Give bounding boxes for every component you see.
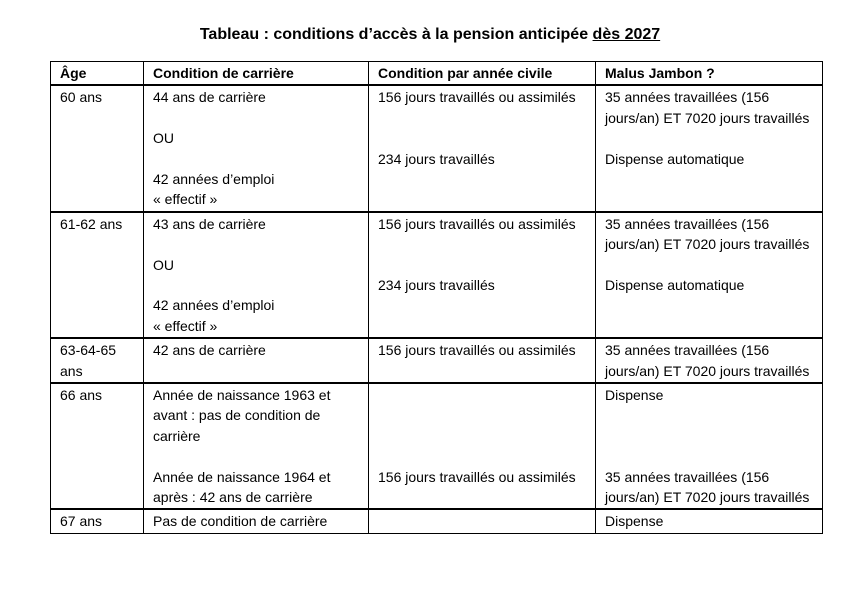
header-row [51,62,823,86]
malus-option-b: Dispense automatique [605,277,745,294]
title-text: Tableau : conditions d’accès à la pension anticipée [199,26,593,43]
age-cell: 61-62 ans [51,212,144,338]
career-cell [144,212,369,338]
header-malus: Malus Jambon ? [596,62,823,86]
year-cell [369,383,596,509]
career-option-b-quote: « effectif » [153,191,218,208]
year-option-a: 156 jours travaillés ou assimilés [378,215,576,232]
year-option-a: 156 jours travaillés ou assimilés [378,89,576,106]
malus-cell [596,383,823,509]
career-option-b: Année de naissance 1964 et après : 42 ans de carrière [153,468,331,506]
career-option-a: 43 ans de carrière [153,215,266,232]
malus-cell: 35 années travaillées (156 jours/an) ET 7020 jours travaillés [596,338,823,383]
career-option-a: Année de naissance 1963 et avant : pas de condition de carrière [153,387,331,444]
career-cell [144,85,369,211]
or-separator: OU [153,130,174,147]
malus-option-b: Dispense automatique [605,150,745,167]
career-cell: Pas de condition de carrière [144,509,369,533]
year-cell: 156 jours travaillés ou assimilés [369,338,596,383]
table-row [51,509,823,533]
malus-option-b: 35 années travaillées (156 jours/an) ET 7020 jours travaillés [605,468,810,506]
table-row [51,212,823,338]
age-cell: 63-64-65 ans [51,338,144,383]
malus-option-a: 35 années travaillées (156 jours/an) ET 7020 jours travaillés [605,89,810,126]
career-option-b: 42 années d’emploi [153,171,275,187]
year-option-b: 234 jours travaillés [378,150,495,167]
header-age: Âge [51,62,144,86]
malus-cell [596,212,823,338]
career-option-b-quote: « effectif » [153,317,218,334]
age-cell: 60 ans [51,85,144,211]
career-cell [144,383,369,509]
malus-cell: Dispense [596,509,823,533]
header-career-condition: Condition de carrière [144,62,369,86]
table-row [51,85,823,211]
age-cell: 67 ans [51,509,144,533]
year-option-b: 234 jours travaillés [378,277,495,294]
year-cell [369,212,596,338]
conditions-table [50,61,823,534]
age-cell: 66 ans [51,383,144,509]
career-cell: 42 ans de carrière [144,338,369,383]
table-row [51,338,823,383]
career-option-a: 44 ans de carrière [153,89,266,106]
or-separator: OU [153,256,174,273]
malus-cell [596,85,823,211]
header-year-condition: Condition par année civile [369,62,596,86]
title-underlined: dès 2027 [592,26,661,43]
year-cell [369,85,596,211]
career-option-b: 42 années d’emploi [153,297,275,314]
year-option-b: 156 jours travaillés ou assimilés [378,468,576,485]
year-cell [369,509,596,533]
malus-option-a: Dispense [605,387,664,404]
malus-option-a: 35 années travaillées (156 jours/an) ET 7020 jours travaillés [605,215,810,253]
table-row [51,383,823,509]
page-title [0,24,860,46]
